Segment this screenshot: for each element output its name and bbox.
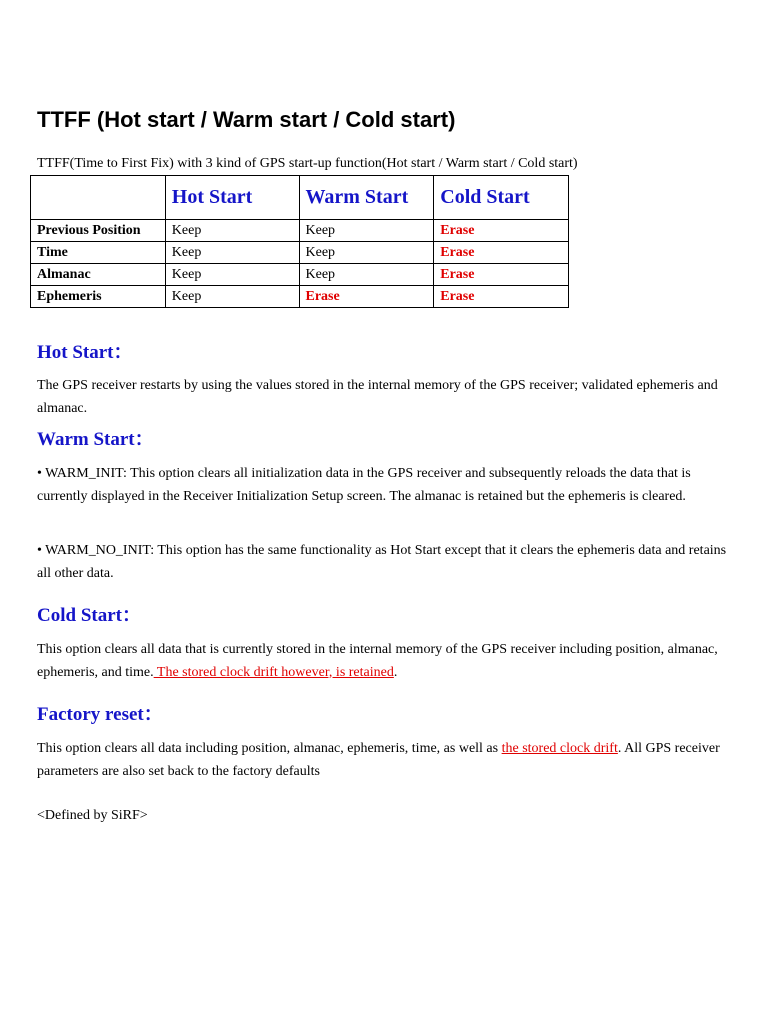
factory-reset-tail: . All GPS receiver parameters are also set back to the factory defaults	[37, 741, 720, 779]
factory-reset-text	[37, 738, 737, 783]
cell-hot: Keep	[165, 264, 299, 286]
cell-cold: Erase	[434, 286, 569, 308]
factory-reset-body: This option clears all data including position, almanac, ephemeris, time, as well as	[37, 741, 502, 756]
cell-hot: Keep	[165, 286, 299, 308]
cold-start-heading: Cold Start：	[37, 605, 141, 626]
header-cold-start: Cold Start	[434, 176, 569, 220]
cell-hot: Keep	[165, 220, 299, 242]
cell-warm: Keep	[299, 264, 434, 286]
row-label: Time	[31, 242, 166, 264]
cold-start-body: This option clears all data that is currently stored in the internal memory of the GPS receiver including position, almanac, ephemeris, and time.	[37, 642, 718, 680]
row-label: Previous Position	[31, 220, 166, 242]
cold-start-text	[37, 639, 737, 684]
cell-cold: Erase	[434, 242, 569, 264]
startup-comparison-table	[30, 175, 569, 308]
table-header-row	[31, 176, 569, 220]
row-label: Ephemeris	[31, 286, 166, 308]
page-title: TTFF (Hot start / Warm start / Cold start)	[37, 107, 456, 132]
clock-drift-retained-note: The stored clock drift however, is retained	[153, 664, 394, 680]
cell-cold: Erase	[434, 264, 569, 286]
cell-warm: Keep	[299, 242, 434, 264]
cell-hot: Keep	[165, 242, 299, 264]
factory-reset-heading: Factory reset：	[37, 704, 163, 725]
header-cell-blank	[31, 176, 166, 220]
warm-init-bullet: • WARM_INIT: This option clears all initialization data in the GPS receiver and subsequently reloads the data that is currently displayed in the Receiver Initialization Setup screen. The almanac is retained but the ephemeris is cleared.	[37, 466, 691, 504]
hot-start-heading: Hot Start：	[37, 342, 133, 363]
cell-warm: Keep	[299, 220, 434, 242]
table-row	[31, 286, 569, 308]
cell-warm: Erase	[299, 286, 434, 308]
source-note: <Defined by SiRF>	[37, 808, 148, 823]
hot-start-text: The GPS receiver restarts by using the values stored in the internal memory of the GPS receiver; validated ephemeris and almanac.	[37, 378, 718, 416]
table-row	[31, 220, 569, 242]
intro-text: TTFF(Time to First Fix) with 3 kind of GPS start-up function(Hot start / Warm start / Cold start)	[37, 156, 578, 171]
header-warm-start: Warm Start	[299, 176, 434, 220]
row-label: Almanac	[31, 264, 166, 286]
cell-cold: Erase	[434, 220, 569, 242]
header-hot-start: Hot Start	[165, 176, 299, 220]
cold-start-period: .	[393, 664, 398, 680]
clock-drift-note: the stored clock drift	[501, 741, 618, 756]
warm-start-heading: Warm Start：	[37, 429, 154, 450]
warm-no-init-bullet: • WARM_NO_INIT: This option has the same functionality as Hot Start except that it clears the ephemeris data and retains all other data.	[37, 543, 727, 581]
table-row	[31, 264, 569, 286]
table-row	[31, 242, 569, 264]
